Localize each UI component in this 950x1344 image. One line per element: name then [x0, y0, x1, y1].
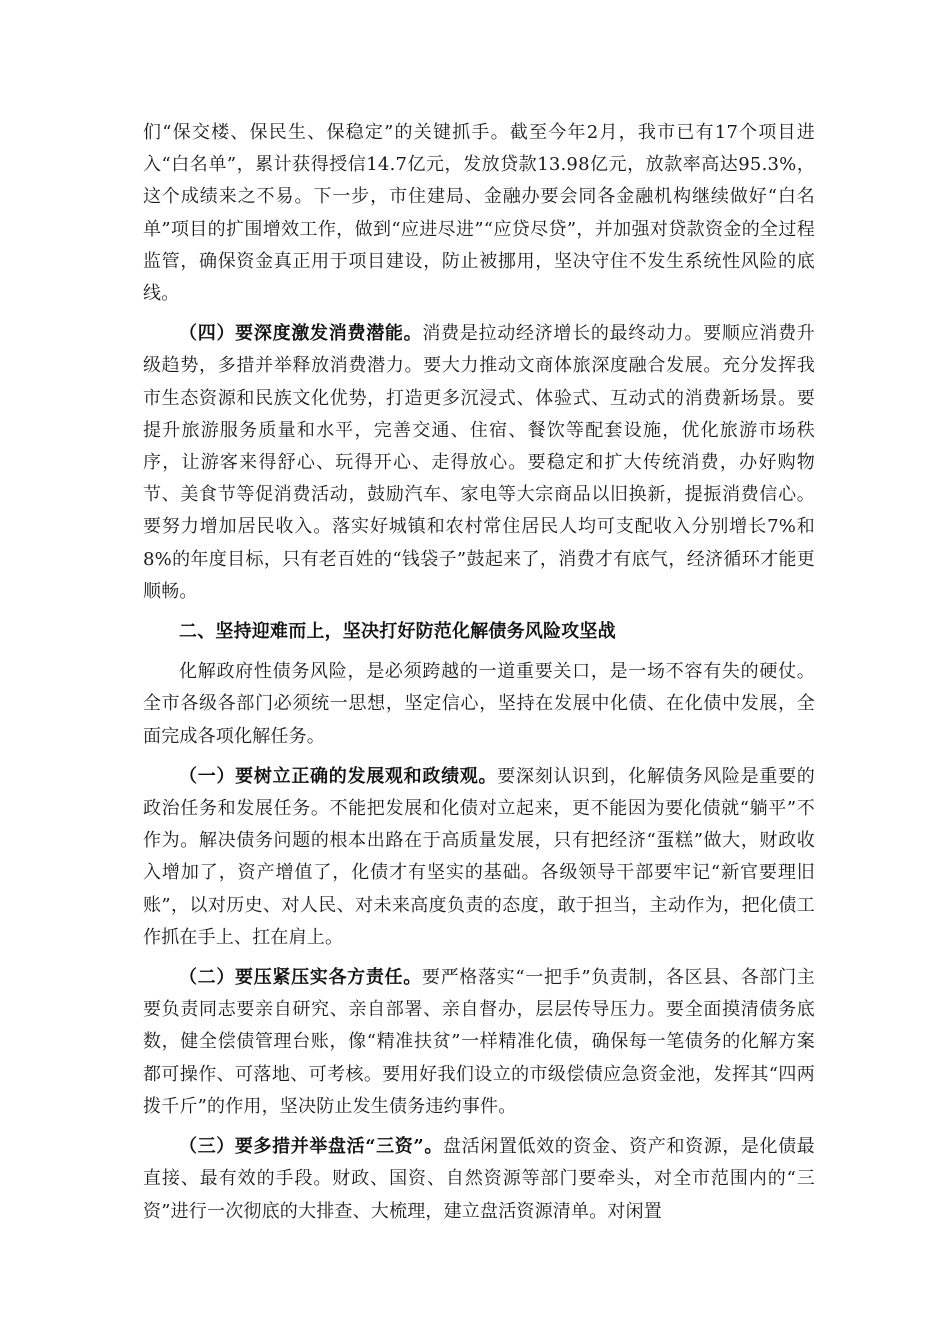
paragraph-lead: （一）要树立正确的发展观和政绩观。: [179, 765, 498, 787]
paragraph-lead: （二）要压紧压实各方责任。: [179, 967, 422, 989]
paragraph-development-view: [143, 761, 815, 954]
document-body: [143, 117, 815, 1236]
paragraph-text: 消费是拉动经济增长的最终动力。要顺应消费升级趋势，多措并举释放消费潜力。要大力推动文商体旅深度融合发展。充分发挥我市生态资源和民族文化优势，打造更多沉浸式、体验式、互动式的消费新场景。要提升旅游服务质量和水平，完善交通、住宿、餐饮等配套设施，优化旅游市场秩序，让游客来得舒心、玩得开心、走得放心。要稳定和扩大传统消费，办好购物节、美食节等促消费活动，鼓励汽车、家电等大宗商品以旧换新，提振消费信心。要努力增加居民收入。落实好城镇和农村常住居民人均可支配收入分别增长7%和8%的年度目标，只有老百姓的“钱袋子”鼓起来了，消费才有底气，经济循环才能更顺畅。: [143, 323, 815, 602]
paragraph-three-assets: [143, 1131, 815, 1228]
paragraph-responsibility: [143, 962, 815, 1123]
paragraph-text: 要严格落实“一把手”负责制，各区县、各部门主要负责同志要亲自研究、亲自部署、亲自督办，层层传导压力。要全面摸清债务底数，健全偿债管理台账，像“精准扶贫”一样精准化债，确保每一笔债务的化解方案都可操作、可落地、可考核。要用好我们设立的市级偿债应急资金池，发挥其“四两拨千斤”的作用，坚决防止发生债务违约事件。: [143, 967, 815, 1117]
paragraph-text: 盘活闲置低效的资金、资产和资源，是化债最直接、最有效的手段。财政、国资、自然资源等部门要牵头，对全市范围内的“三资”进行一次彻底的大排查、大梳理，建立盘活资源清单。对闲置: [143, 1136, 815, 1222]
paragraph-whitelist-continued: [143, 117, 815, 310]
paragraph-consumption: [143, 318, 815, 608]
paragraph-text: 化解政府性债务风险，是必须跨越的一道重要关口，是一场不容有失的硬仗。全市各级各部门必须统一思想，坚定信心，坚持在发展中化债、在化债中发展，全面完成各项化解任务。: [143, 661, 815, 747]
section-heading: 二、坚持迎难而上，坚决打好防范化解债务风险攻坚战: [179, 621, 616, 643]
paragraph-lead: （三）要多措并举盘活“三资”。: [179, 1136, 444, 1158]
paragraph-text: 要深刻认识到，化解债务风险是重要的政治任务和发展任务。不能把发展和化债对立起来，更不能因为要化债就“躺平”不作为。解决债务问题的根本出路在于高质量发展，只有把经济“蛋糕”做大，财政收入增加了，资产增值了，化债才有坚实的基础。各级领导干部要牢记“新官要理旧账”，以对历史、对人民、对未来高度负责的态度，敢于担当，主动作为，把化债工作抓在手上、扛在肩上。: [143, 765, 815, 948]
paragraph-lead: （四）要深度激发消费潜能。: [179, 323, 423, 345]
paragraph-debt-intro: [143, 656, 815, 753]
paragraph-text: 们“保交楼、保民生、保稳定”的关键抓手。截至今年2月，我市已有17个项目进入“白名单”，累计获得授信14.7亿元，发放贷款13.98亿元，放款率高达95.3%，这个成绩来之不易。下一步，市住建局、金融办要会同各金融机构继续做好“白名单”项目的扩围增效工作，做到“应进尽进”“应贷尽贷”，并加强对贷款资金的全过程监管，确保资金真正用于项目建设，防止被挪用，坚决守住不发生系统性风险的底线。: [143, 122, 815, 305]
